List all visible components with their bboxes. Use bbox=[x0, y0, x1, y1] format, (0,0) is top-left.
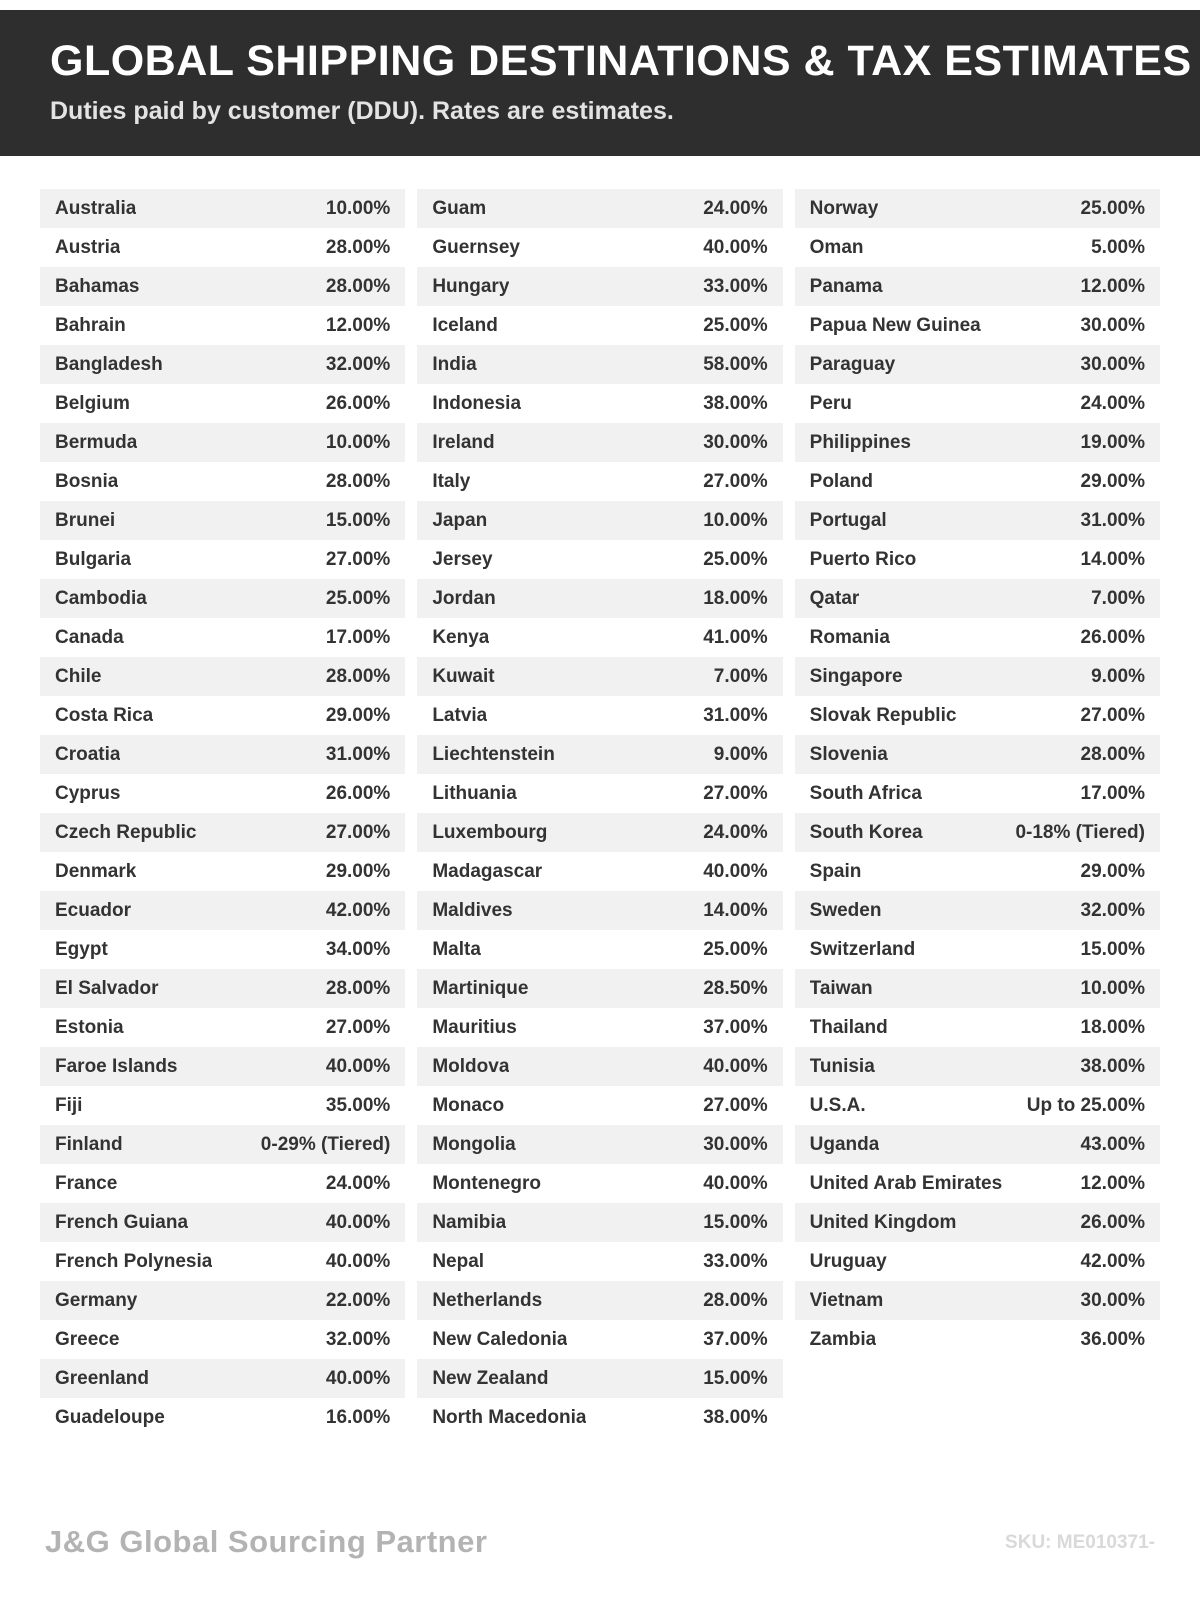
table-row bbox=[795, 267, 1160, 306]
tax-rate: 15.00% bbox=[1080, 938, 1145, 960]
table-row bbox=[40, 852, 405, 891]
table-row bbox=[417, 501, 782, 540]
table-row bbox=[795, 891, 1160, 930]
tax-rate: 33.00% bbox=[703, 275, 768, 297]
table-row bbox=[417, 657, 782, 696]
tax-rate: 10.00% bbox=[325, 431, 391, 453]
country-name: Belgium bbox=[55, 392, 130, 414]
table-row bbox=[417, 540, 782, 579]
country-name: Germany bbox=[55, 1289, 138, 1311]
tax-rate: 26.00% bbox=[1080, 626, 1145, 648]
tax-rate: 42.00% bbox=[325, 899, 391, 921]
country-name: Ecuador bbox=[55, 899, 132, 921]
rates-column-2 bbox=[417, 189, 782, 1437]
footer bbox=[0, 1524, 1200, 1600]
tax-rate: 40.00% bbox=[703, 1172, 768, 1194]
table-row bbox=[795, 345, 1160, 384]
country-name: Uganda bbox=[809, 1133, 880, 1155]
table-row bbox=[417, 1359, 782, 1398]
country-name: Puerto Rico bbox=[809, 548, 917, 570]
country-name: Tunisia bbox=[809, 1055, 875, 1077]
table-row bbox=[417, 189, 782, 228]
tax-rate: 28.00% bbox=[1080, 743, 1145, 765]
tax-rate: 28.00% bbox=[325, 977, 391, 999]
table-row bbox=[40, 813, 405, 852]
table-row bbox=[40, 1047, 405, 1086]
tax-rate: 25.00% bbox=[703, 938, 768, 960]
table-row bbox=[417, 1398, 782, 1437]
country-name: South Korea bbox=[809, 821, 923, 843]
tax-rate: 26.00% bbox=[325, 782, 391, 804]
table-row bbox=[417, 462, 782, 501]
country-name: Cyprus bbox=[55, 782, 121, 804]
table-row bbox=[795, 228, 1160, 267]
table-row bbox=[417, 423, 782, 462]
country-name: Namibia bbox=[432, 1211, 507, 1233]
tax-rate: 9.00% bbox=[1091, 665, 1145, 687]
table-row bbox=[795, 462, 1160, 501]
tax-rate: 15.00% bbox=[325, 509, 391, 531]
country-name: Montenegro bbox=[432, 1172, 542, 1194]
table-row bbox=[795, 735, 1160, 774]
table-row bbox=[417, 306, 782, 345]
country-name: Maldives bbox=[432, 899, 513, 921]
country-name: Ireland bbox=[432, 431, 495, 453]
tax-rate: 38.00% bbox=[703, 1406, 768, 1428]
table-row bbox=[40, 501, 405, 540]
table-row bbox=[795, 423, 1160, 462]
table-row bbox=[795, 1281, 1160, 1320]
country-name: Romania bbox=[809, 626, 890, 648]
table-row bbox=[40, 189, 405, 228]
country-name: Egypt bbox=[55, 938, 108, 960]
table-row bbox=[417, 1008, 782, 1047]
country-name: Mongolia bbox=[432, 1133, 516, 1155]
table-row bbox=[40, 384, 405, 423]
table-row bbox=[417, 1242, 782, 1281]
country-name: Madagascar bbox=[432, 860, 543, 882]
country-name: Switzerland bbox=[809, 938, 916, 960]
table-row bbox=[795, 774, 1160, 813]
tax-rate: 28.50% bbox=[703, 977, 768, 999]
country-name: Japan bbox=[432, 509, 488, 531]
tax-rate: Up to 25.00% bbox=[1026, 1094, 1145, 1116]
table-row bbox=[40, 1320, 405, 1359]
table-row bbox=[417, 267, 782, 306]
tax-rate: 24.00% bbox=[703, 821, 768, 843]
country-name: Faroe Islands bbox=[55, 1055, 178, 1077]
table-row bbox=[417, 579, 782, 618]
tax-rate: 30.00% bbox=[703, 431, 768, 453]
table-row bbox=[417, 969, 782, 1008]
rates-column-3 bbox=[795, 189, 1160, 1359]
country-name: French Polynesia bbox=[55, 1250, 213, 1272]
tax-rate: 40.00% bbox=[325, 1250, 391, 1272]
country-name: Jordan bbox=[432, 587, 496, 609]
table-row bbox=[417, 1203, 782, 1242]
country-name: Portugal bbox=[809, 509, 887, 531]
tax-rate: 30.00% bbox=[1080, 314, 1145, 336]
country-name: Estonia bbox=[55, 1016, 124, 1038]
tax-rate: 36.00% bbox=[1080, 1328, 1145, 1350]
tax-rate: 12.00% bbox=[1080, 275, 1145, 297]
table-row bbox=[40, 1164, 405, 1203]
table-row bbox=[795, 852, 1160, 891]
tax-rate: 37.00% bbox=[703, 1016, 768, 1038]
tax-rate: 17.00% bbox=[325, 626, 391, 648]
tax-rate: 40.00% bbox=[325, 1367, 391, 1389]
tax-rate: 29.00% bbox=[1080, 470, 1145, 492]
tax-rate: 25.00% bbox=[703, 314, 768, 336]
tax-rate: 27.00% bbox=[703, 470, 768, 492]
table-row bbox=[795, 384, 1160, 423]
table-row bbox=[795, 657, 1160, 696]
table-row bbox=[795, 696, 1160, 735]
tax-rate: 12.00% bbox=[325, 314, 391, 336]
country-name: Moldova bbox=[432, 1055, 510, 1077]
tax-rate: 9.00% bbox=[713, 743, 768, 765]
table-row bbox=[417, 930, 782, 969]
country-name: Guam bbox=[432, 197, 487, 219]
tax-rate: 40.00% bbox=[703, 236, 768, 258]
table-row bbox=[40, 306, 405, 345]
country-name: El Salvador bbox=[55, 977, 159, 999]
country-name: Hungary bbox=[432, 275, 510, 297]
table-row bbox=[40, 228, 405, 267]
country-name: New Caledonia bbox=[432, 1328, 568, 1350]
table-row bbox=[417, 852, 782, 891]
tax-rate: 40.00% bbox=[325, 1055, 391, 1077]
table-row bbox=[417, 384, 782, 423]
page-subtitle: Duties paid by customer (DDU). Rates are estimates. bbox=[50, 97, 674, 126]
tax-rate: 24.00% bbox=[703, 197, 768, 219]
table-row bbox=[795, 1242, 1160, 1281]
tax-rate: 29.00% bbox=[325, 704, 391, 726]
table-row bbox=[795, 1008, 1160, 1047]
country-name: Lithuania bbox=[432, 782, 517, 804]
country-name: Brunei bbox=[55, 509, 116, 531]
tax-rate: 27.00% bbox=[325, 1016, 391, 1038]
country-name: Sweden bbox=[809, 899, 882, 921]
tax-rate: 28.00% bbox=[325, 275, 391, 297]
country-name: Latvia bbox=[432, 704, 488, 726]
tax-rate: 10.00% bbox=[703, 509, 768, 531]
table-row bbox=[795, 540, 1160, 579]
country-name: Peru bbox=[809, 392, 852, 414]
table-row bbox=[417, 774, 782, 813]
country-name: Vietnam bbox=[809, 1289, 884, 1311]
country-name: South Africa bbox=[809, 782, 922, 804]
tax-rate: 25.00% bbox=[703, 548, 768, 570]
tax-rate: 12.00% bbox=[1080, 1172, 1145, 1194]
table-row bbox=[417, 696, 782, 735]
country-name: U.S.A. bbox=[809, 1094, 866, 1116]
tax-rate: 34.00% bbox=[325, 938, 391, 960]
country-name: Zambia bbox=[809, 1328, 877, 1350]
country-name: Bulgaria bbox=[55, 548, 132, 570]
tax-rate: 40.00% bbox=[703, 860, 768, 882]
country-name: Paraguay bbox=[809, 353, 896, 375]
tax-rate: 35.00% bbox=[325, 1094, 391, 1116]
table-row bbox=[795, 1203, 1160, 1242]
country-name: North Macedonia bbox=[432, 1406, 587, 1428]
country-name: Papua New Guinea bbox=[809, 314, 981, 336]
table-row bbox=[40, 735, 405, 774]
rates-table bbox=[0, 189, 1200, 1437]
table-row bbox=[795, 306, 1160, 345]
table-row bbox=[40, 657, 405, 696]
tax-rate: 27.00% bbox=[1080, 704, 1145, 726]
table-row bbox=[417, 1281, 782, 1320]
table-row bbox=[795, 618, 1160, 657]
country-name: Norway bbox=[809, 197, 879, 219]
tax-rate: 10.00% bbox=[1080, 977, 1145, 999]
table-row bbox=[417, 1125, 782, 1164]
country-name: Bermuda bbox=[55, 431, 138, 453]
table-row bbox=[795, 1047, 1160, 1086]
country-name: Denmark bbox=[55, 860, 137, 882]
tax-rate: 26.00% bbox=[325, 392, 391, 414]
table-row bbox=[795, 1320, 1160, 1359]
tax-rate: 5.00% bbox=[1091, 236, 1145, 258]
tax-rate: 29.00% bbox=[1080, 860, 1145, 882]
table-row bbox=[40, 1242, 405, 1281]
tax-rate: 22.00% bbox=[325, 1289, 391, 1311]
country-name: United Arab Emirates bbox=[809, 1172, 1003, 1194]
tax-rate: 38.00% bbox=[703, 392, 768, 414]
country-name: Nepal bbox=[432, 1250, 485, 1272]
country-name: Italy bbox=[432, 470, 471, 492]
tax-rate: 31.00% bbox=[325, 743, 391, 765]
country-name: Guernsey bbox=[432, 236, 520, 258]
tax-rate: 58.00% bbox=[703, 353, 768, 375]
tax-rate: 31.00% bbox=[1080, 509, 1145, 531]
tax-rate: 26.00% bbox=[1080, 1211, 1145, 1233]
tax-rate: 32.00% bbox=[325, 1328, 391, 1350]
country-name: Monaco bbox=[432, 1094, 505, 1116]
country-name: Iceland bbox=[432, 314, 498, 336]
country-name: Mauritius bbox=[432, 1016, 517, 1038]
tax-rate: 30.00% bbox=[1080, 353, 1145, 375]
country-name: Czech Republic bbox=[55, 821, 197, 843]
country-name: Greece bbox=[55, 1328, 120, 1350]
country-name: Luxembourg bbox=[432, 821, 548, 843]
table-row bbox=[417, 1047, 782, 1086]
table-row bbox=[417, 735, 782, 774]
country-name: Martinique bbox=[432, 977, 529, 999]
country-name: Spain bbox=[809, 860, 862, 882]
tax-rate: 27.00% bbox=[703, 782, 768, 804]
tax-rate: 14.00% bbox=[703, 899, 768, 921]
country-name: Jersey bbox=[432, 548, 493, 570]
table-row bbox=[417, 1164, 782, 1203]
table-row bbox=[40, 462, 405, 501]
tax-rate: 16.00% bbox=[325, 1406, 391, 1428]
table-row bbox=[40, 891, 405, 930]
page-title: GLOBAL SHIPPING DESTINATIONS & TAX ESTIMATES bbox=[50, 37, 1192, 85]
table-row bbox=[417, 228, 782, 267]
table-row bbox=[795, 813, 1160, 852]
table-row bbox=[795, 189, 1160, 228]
country-name: India bbox=[432, 353, 477, 375]
tax-rate: 27.00% bbox=[325, 821, 391, 843]
country-name: Guadeloupe bbox=[55, 1406, 165, 1428]
country-name: Bahamas bbox=[55, 275, 140, 297]
table-row bbox=[40, 618, 405, 657]
table-row bbox=[40, 930, 405, 969]
table-row bbox=[40, 1203, 405, 1242]
table-row bbox=[417, 1086, 782, 1125]
tax-rate: 27.00% bbox=[325, 548, 391, 570]
country-name: Liechtenstein bbox=[432, 743, 555, 765]
country-name: Kuwait bbox=[432, 665, 495, 687]
country-name: Greenland bbox=[55, 1367, 149, 1389]
tax-rate: 25.00% bbox=[325, 587, 391, 609]
tax-rate: 30.00% bbox=[1080, 1289, 1145, 1311]
country-name: Costa Rica bbox=[55, 704, 154, 726]
table-row bbox=[417, 813, 782, 852]
tax-rate: 7.00% bbox=[713, 665, 768, 687]
table-row bbox=[40, 1125, 405, 1164]
tax-rate: 27.00% bbox=[703, 1094, 768, 1116]
table-row bbox=[795, 1086, 1160, 1125]
country-name: Bosnia bbox=[55, 470, 119, 492]
tax-rate: 37.00% bbox=[703, 1328, 768, 1350]
tax-rate: 14.00% bbox=[1080, 548, 1145, 570]
table-row bbox=[40, 423, 405, 462]
country-name: Singapore bbox=[809, 665, 903, 687]
country-name: Slovenia bbox=[809, 743, 888, 765]
brand-name: J&G Global Sourcing Partner bbox=[45, 1524, 488, 1559]
table-row bbox=[417, 618, 782, 657]
header bbox=[0, 10, 1200, 156]
table-row bbox=[417, 345, 782, 384]
table-row bbox=[795, 930, 1160, 969]
country-name: French Guiana bbox=[55, 1211, 189, 1233]
table-row bbox=[40, 540, 405, 579]
tax-rate: 18.00% bbox=[703, 587, 768, 609]
table-row bbox=[40, 579, 405, 618]
country-name: Chile bbox=[55, 665, 102, 687]
country-name: Qatar bbox=[809, 587, 860, 609]
tax-rate: 0-18% (Tiered) bbox=[1015, 821, 1145, 843]
country-name: Austria bbox=[55, 236, 121, 258]
table-row bbox=[40, 345, 405, 384]
tax-rate: 32.00% bbox=[1080, 899, 1145, 921]
sku-label: SKU: ME010371- bbox=[1005, 1532, 1155, 1553]
table-row bbox=[795, 579, 1160, 618]
country-name: Panama bbox=[809, 275, 883, 297]
table-row bbox=[795, 1164, 1160, 1203]
country-name: New Zealand bbox=[432, 1367, 549, 1389]
country-name: Uruguay bbox=[809, 1250, 887, 1272]
tax-rate: 40.00% bbox=[703, 1055, 768, 1077]
country-name: Kenya bbox=[432, 626, 490, 648]
table-row bbox=[40, 1398, 405, 1437]
tax-rate: 18.00% bbox=[1080, 1016, 1145, 1038]
country-name: Taiwan bbox=[809, 977, 873, 999]
tax-rate: 40.00% bbox=[325, 1211, 391, 1233]
country-name: Croatia bbox=[55, 743, 121, 765]
tax-rate: 25.00% bbox=[1080, 197, 1145, 219]
tax-rate: 42.00% bbox=[1080, 1250, 1145, 1272]
tax-rate: 17.00% bbox=[1080, 782, 1145, 804]
table-row bbox=[417, 891, 782, 930]
tax-rate: 28.00% bbox=[325, 236, 391, 258]
tax-rate: 24.00% bbox=[1080, 392, 1145, 414]
country-name: Bangladesh bbox=[55, 353, 163, 375]
tax-rate: 28.00% bbox=[325, 470, 391, 492]
country-name: Bahrain bbox=[55, 314, 126, 336]
table-row bbox=[795, 501, 1160, 540]
tax-rate: 28.00% bbox=[703, 1289, 768, 1311]
country-name: Philippines bbox=[809, 431, 912, 453]
country-name: Netherlands bbox=[432, 1289, 543, 1311]
tax-rate: 38.00% bbox=[1080, 1055, 1145, 1077]
table-row bbox=[40, 1281, 405, 1320]
tax-rate: 0-29% (Tiered) bbox=[260, 1133, 391, 1155]
table-row bbox=[40, 267, 405, 306]
rates-column-1 bbox=[40, 189, 405, 1437]
country-name: Canada bbox=[55, 626, 124, 648]
tax-rate: 30.00% bbox=[703, 1133, 768, 1155]
tax-rate: 10.00% bbox=[325, 197, 391, 219]
country-name: Slovak Republic bbox=[809, 704, 957, 726]
tax-rate: 29.00% bbox=[325, 860, 391, 882]
country-name: Oman bbox=[809, 236, 864, 258]
tax-rate: 43.00% bbox=[1080, 1133, 1145, 1155]
country-name: Thailand bbox=[809, 1016, 888, 1038]
country-name: Cambodia bbox=[55, 587, 147, 609]
country-name: Finland bbox=[55, 1133, 123, 1155]
tax-rate: 15.00% bbox=[703, 1211, 768, 1233]
table-row bbox=[40, 774, 405, 813]
country-name: France bbox=[55, 1172, 118, 1194]
tax-rate: 24.00% bbox=[325, 1172, 391, 1194]
table-row bbox=[417, 1320, 782, 1359]
table-row bbox=[795, 969, 1160, 1008]
table-row bbox=[40, 969, 405, 1008]
table-row bbox=[40, 696, 405, 735]
country-name: Indonesia bbox=[432, 392, 522, 414]
country-name: Australia bbox=[55, 197, 137, 219]
tax-rate: 15.00% bbox=[703, 1367, 768, 1389]
country-name: United Kingdom bbox=[809, 1211, 957, 1233]
tax-rate: 7.00% bbox=[1091, 587, 1145, 609]
tax-rate: 28.00% bbox=[325, 665, 391, 687]
table-row bbox=[795, 1125, 1160, 1164]
country-name: Malta bbox=[432, 938, 481, 960]
country-name: Fiji bbox=[55, 1094, 83, 1116]
tax-rate: 32.00% bbox=[325, 353, 391, 375]
tax-rate: 41.00% bbox=[703, 626, 768, 648]
tax-rate: 19.00% bbox=[1080, 431, 1145, 453]
country-name: Poland bbox=[809, 470, 873, 492]
table-row bbox=[40, 1008, 405, 1047]
table-row bbox=[40, 1359, 405, 1398]
tax-rate: 33.00% bbox=[703, 1250, 768, 1272]
tax-rate: 31.00% bbox=[703, 704, 768, 726]
table-row bbox=[40, 1086, 405, 1125]
